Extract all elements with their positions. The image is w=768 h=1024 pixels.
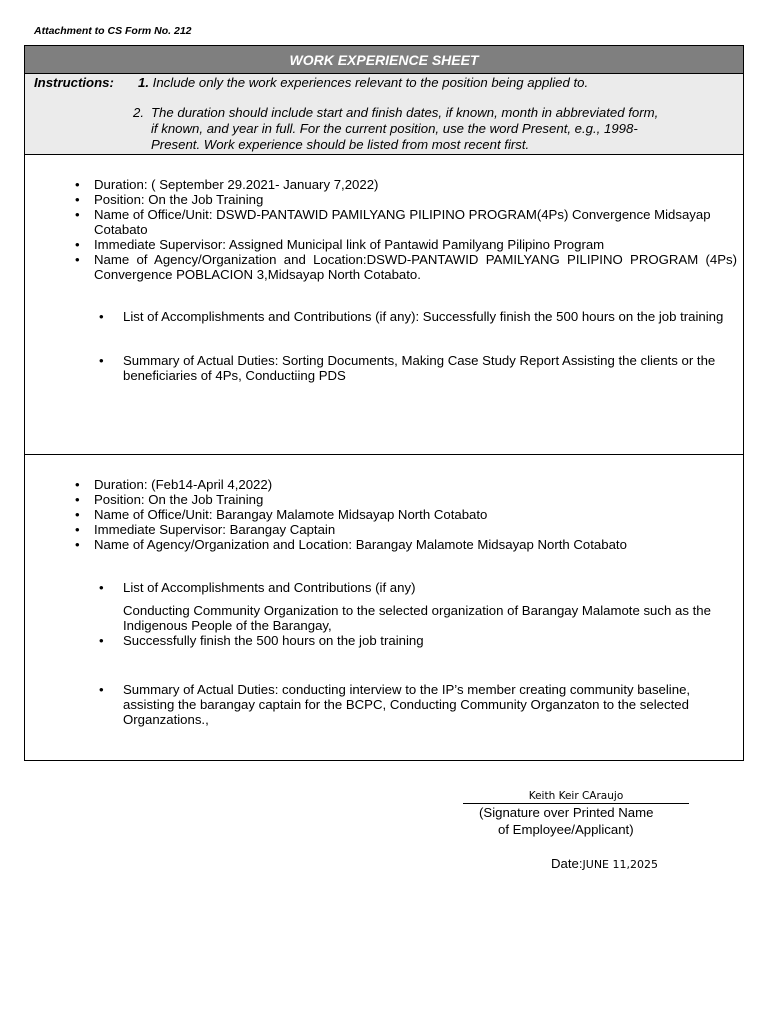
instruction-item-1 xyxy=(138,75,588,90)
sheet-title: WORK EXPERIENCE SHEET xyxy=(25,46,743,74)
entry-1-details xyxy=(75,177,737,282)
work-entry-2 xyxy=(25,455,743,760)
entry-2-position: • Position: On the Job Training xyxy=(75,492,737,507)
instruction-2-number: 2. xyxy=(133,105,144,120)
instruction-2-line-3: Present. Work experience should be listed from most recent first. xyxy=(151,137,530,152)
instruction-2-line-1 xyxy=(133,105,735,121)
entry-2-accomplishments-list xyxy=(99,580,737,648)
instruction-1-number: 1. xyxy=(138,75,149,90)
instruction-1-text: Include only the work experiences relevant to the position being applied to. xyxy=(152,75,589,90)
entry-1-accomplishments: • List of Accomplishments and Contributions (if any): Successfully finish the 500 hours on the job training xyxy=(99,309,737,324)
entry-2-duration: • Duration: (Feb14-April 4,2022) xyxy=(75,477,737,492)
entry-1-supervisor: • Immediate Supervisor: Assigned Municipal link of Pantawid Pamilyang Pilipino Program xyxy=(75,237,737,252)
instruction-2-line-2: if known, and year in full. For the current position, use the word Present, e.g., 1998- xyxy=(151,121,638,136)
entry-1-office: • Name of Office/Unit: DSWD-PANTAWID PAMILYANG PILIPINO PROGRAM(4Ps) Convergence Midsayap Cotabato xyxy=(75,207,737,237)
attachment-label: Attachment to CS Form No. 212 xyxy=(34,25,192,37)
entry-2-duties: • Summary of Actual Duties: conducting interview to the IP’s member creating community baseline, assisting the barangay captain for the BCPC, Conducting Community Organzaton to the selected Organzations., xyxy=(99,682,737,727)
entry-2-details xyxy=(75,477,737,552)
date-label: Date: xyxy=(551,856,583,871)
entry-2-accomplishments-item: • Successfully finish the 500 hours on the job training xyxy=(99,633,737,648)
instruction-item-2 xyxy=(133,105,735,153)
entry-1-agency: • Name of Agency/Organization and Location:DSWD-PANTAWID PAMILYANG PILIPINO PROGRAM (4Ps) Convergence POBLACION 3,Midsayap North Cotabato. xyxy=(75,252,737,282)
entry-2-accomplishments-label: • List of Accomplishments and Contributions (if any) xyxy=(99,580,737,595)
entry-1-position: • Position: On the Job Training xyxy=(75,192,737,207)
signature-printed-name: Keith Keir CAraujo xyxy=(463,789,689,804)
entry-2-supervisor: • Immediate Supervisor: Barangay Captain xyxy=(75,522,737,537)
work-experience-sheet xyxy=(24,45,744,761)
work-entry-1 xyxy=(25,155,743,455)
date-row xyxy=(551,856,658,871)
instructions-label: Instructions: xyxy=(34,75,114,90)
signature-caption-line-1: (Signature over Printed Name xyxy=(479,805,654,820)
signature-caption-line-2: of Employee/Applicant) xyxy=(498,822,634,837)
entry-2-agency: • Name of Agency/Organization and Location: Barangay Malamote Midsayap North Cotabato xyxy=(75,537,737,552)
entry-1-accomplishments-list xyxy=(99,309,737,324)
date-value: JUNE 11,2025 xyxy=(582,858,658,871)
entry-2-office: • Name of Office/Unit: Barangay Malamote Midsayap North Cotabato xyxy=(75,507,737,522)
instruction-2-line-1-text: The duration should include start and finish dates, if known, month in abbreviated form, xyxy=(151,105,659,120)
instructions-panel xyxy=(25,74,743,155)
entry-2-accomplishments-text: Conducting Community Organization to the selected organization of Barangay Malamote such as the Indigenous People of the Barangay, xyxy=(123,603,711,633)
entry-1-duties-list xyxy=(99,353,737,383)
entry-1-duration: • Duration: ( September 29.2021- January 7,2022) xyxy=(75,177,737,192)
entry-2-duties-list xyxy=(99,682,737,727)
entry-1-duties: • Summary of Actual Duties: Sorting Documents, Making Case Study Report Assisting the clients or the beneficiaries of 4Ps, Conductiing PDS xyxy=(99,353,737,383)
